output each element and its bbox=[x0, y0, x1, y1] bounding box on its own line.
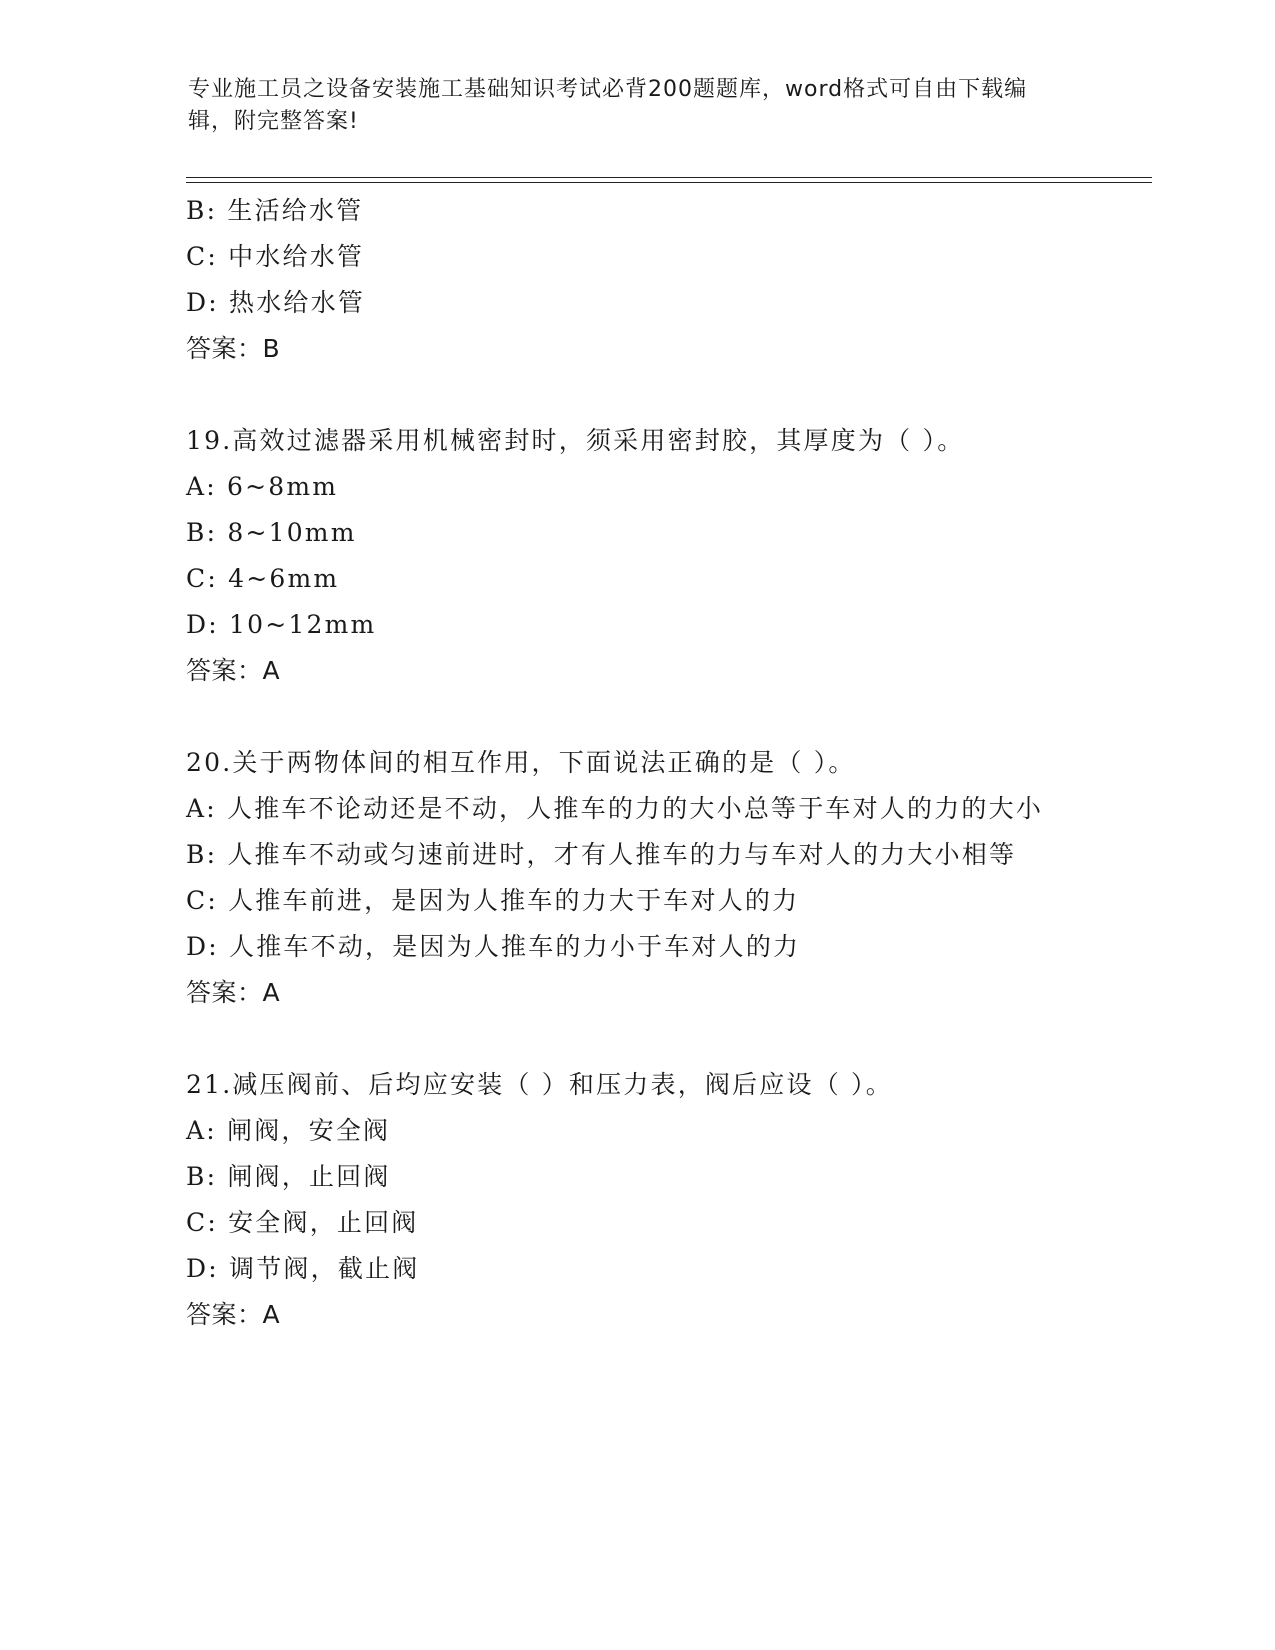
question-19 bbox=[186, 418, 1076, 694]
option-c: C: 4~6mm bbox=[186, 564, 340, 593]
header-rule-top bbox=[186, 177, 1152, 178]
answer: 答案：B bbox=[186, 334, 281, 363]
question-list bbox=[186, 188, 1076, 1338]
question-text: 21.减压阀前、后均应安装（ ）和压力表，阀后应设（ ）。 bbox=[186, 1070, 893, 1099]
spacer bbox=[186, 1016, 1076, 1062]
question-21 bbox=[186, 1062, 1076, 1338]
spacer bbox=[186, 372, 1076, 418]
option-d: D: 调节阀，截止阀 bbox=[186, 1254, 420, 1283]
option-b: B: 人推车不动或匀速前进时，才有人推车的力与车对人的力大小相等 bbox=[186, 840, 1017, 869]
question-18 bbox=[186, 188, 1076, 372]
option-a: A: 6~8mm bbox=[186, 472, 339, 501]
option-b: B: 8~10mm bbox=[186, 518, 357, 547]
option-b: B: 闸阀，止回阀 bbox=[186, 1162, 391, 1191]
option-c: C: 安全阀，止回阀 bbox=[186, 1208, 419, 1237]
document-header: 专业施工员之设备安装施工基础知识考试必背200题题库，word格式可自由下载编辑，附完整答案! bbox=[188, 77, 1028, 134]
question-text: 20.关于两物体间的相互作用，下面说法正确的是（ ）。 bbox=[186, 748, 856, 777]
option-c: C: 人推车前进，是因为人推车的力大于车对人的力 bbox=[186, 886, 800, 915]
option-a: A: 人推车不论动还是不动，人推车的力的大小总等于车对人的力的大小 bbox=[186, 794, 1044, 823]
answer: 答案：A bbox=[186, 656, 281, 685]
answer: 答案：A bbox=[186, 1300, 281, 1329]
question-text: 19.高效过滤器采用机械密封时，须采用密封胶，其厚度为（ ）。 bbox=[186, 426, 965, 455]
option-d: D: 10~12mm bbox=[186, 610, 377, 639]
option-d: D: 热水给水管 bbox=[186, 288, 366, 317]
option-d: D: 人推车不动，是因为人推车的力小于车对人的力 bbox=[186, 932, 801, 961]
option-b: B: 生活给水管 bbox=[186, 196, 364, 225]
header-rule-bottom bbox=[186, 182, 1152, 183]
question-20 bbox=[186, 740, 1076, 1016]
option-c: C: 中水给水管 bbox=[186, 242, 365, 271]
option-a: A: 闸阀，安全阀 bbox=[186, 1116, 391, 1145]
answer: 答案：A bbox=[186, 978, 281, 1007]
spacer bbox=[186, 694, 1076, 740]
